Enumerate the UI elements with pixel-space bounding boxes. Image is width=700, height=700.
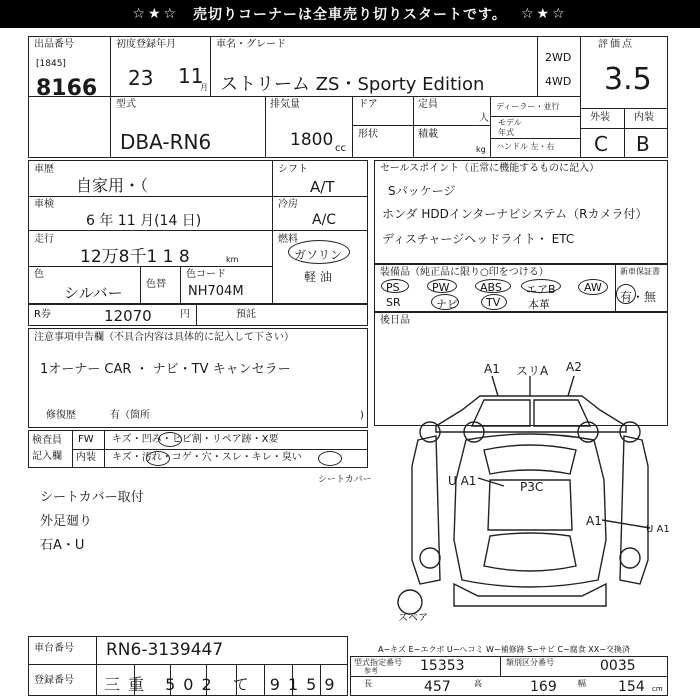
color-tone-label: 色替 <box>146 279 166 290</box>
recycle-row <box>28 304 368 326</box>
fw-row: キズ・凹み・ヒビ割・リペア跡・X要 <box>112 434 279 445</box>
load-unit: kg <box>476 145 486 154</box>
color-code-label: 色コード <box>186 269 226 280</box>
entry-label: 記入欄 <box>32 451 62 462</box>
chassis-value: RN6-3139447 <box>106 640 224 660</box>
notes-label: 注意事項申告欄（不具合内容は具体的に記入して下さい） <box>34 332 294 343</box>
notes-block <box>28 328 368 428</box>
capacity-unit: 人 <box>479 113 489 124</box>
inspection-value: 6 年 11 月(14 日) <box>86 213 202 229</box>
fuel-selected-circle <box>288 240 350 264</box>
diagram-mark-a2: A2 <box>566 360 582 374</box>
diagram-seatcover-note: シートカバー <box>318 475 372 485</box>
equip-leather: 本革 <box>528 298 550 311</box>
equip-sr: SR <box>386 296 401 309</box>
drive-4wd: 4WD <box>545 75 572 88</box>
sales-point-label: セールスポイント（正常に機能するものに記入） <box>380 163 600 174</box>
shape-label: 形状 <box>358 129 378 140</box>
dim-length-label: 長 <box>364 679 372 688</box>
dealer-label: ディーラー・並行 <box>496 102 560 111</box>
mileage-label: 走行 <box>34 234 54 245</box>
color-label: 色 <box>34 269 44 280</box>
first-reg-year: 23 <box>128 66 154 90</box>
equip-tv-circle <box>481 294 507 310</box>
ac-label: 冷房 <box>278 199 298 210</box>
lot-label: 出品番号 <box>34 39 74 50</box>
rear-items-label: 後日品 <box>380 315 410 326</box>
recycle-value: 12070 <box>104 307 152 325</box>
equip-abs-circle <box>475 279 511 293</box>
note-line-3: 石A・U <box>40 538 85 553</box>
door-label: ドア <box>358 99 378 110</box>
first-reg-label: 初度登録年月 <box>116 39 176 50</box>
shift-value: A/T <box>310 178 335 196</box>
sales-point-line-2: ホンダ HDDインターナビシステム（Rカメラ付） <box>382 207 648 221</box>
first-reg-month-unit: 月 <box>200 83 208 92</box>
header-banner <box>0 0 700 28</box>
designation-label: 型式指定番号 <box>354 658 402 667</box>
inspector-label: 検査員 <box>32 435 62 446</box>
displacement-label: 排気量 <box>270 99 300 110</box>
warranty-yes-circle <box>616 284 636 304</box>
color-value: シルバー <box>64 284 123 302</box>
interior-stain-circle <box>146 451 170 466</box>
interior-grade: B <box>636 132 650 156</box>
repair-value: 有（箇所 <box>110 410 150 421</box>
banner-stars-right: ☆★☆ <box>520 6 568 22</box>
handle-label: ハンドル 左・右 <box>496 142 555 151</box>
displacement-value: 1800 <box>290 130 334 150</box>
damage-legend: A−キズ E−エクボ U−ヘコミ W−補修跡 S−サビ C−腐食 XX−交換済 <box>378 645 630 654</box>
fuel-label: 燃料 <box>278 234 298 245</box>
mileage-unit: km <box>226 255 239 264</box>
fuel-gasoline: ガソリン <box>294 248 343 262</box>
equip-aw-circle <box>578 279 608 295</box>
repair-label: 修復歴 <box>46 410 76 421</box>
car-damage-diagram <box>392 370 668 620</box>
equip-abs: ABS <box>480 281 502 294</box>
capacity-label: 定員 <box>418 99 438 110</box>
registration-value: 三重 502 て 9159 <box>104 675 343 694</box>
car-label: 車名・グレード <box>216 39 286 50</box>
equip-pw: PW <box>432 281 450 294</box>
spare-label: スペア <box>398 613 428 624</box>
designation-sub: 参考 <box>364 667 378 675</box>
class-value: 0035 <box>600 658 636 674</box>
ac-value: A/C <box>312 212 337 228</box>
interior-head: 内装 <box>76 452 96 463</box>
diagram-mark-p3c: P3C <box>520 480 544 494</box>
model-year-label: モデル 年式 <box>498 118 522 137</box>
notes-value: 1オーナー CAR ・ ナビ・TV キャンセラー <box>40 362 291 377</box>
exterior-grade: C <box>594 132 608 156</box>
color-code: NH704M <box>188 284 244 299</box>
exterior-label: 外装 <box>590 112 610 123</box>
dim-height: 169 <box>530 679 557 695</box>
new-warranty-label: 新車保証書 <box>620 267 660 276</box>
dim-width-label: 幅 <box>578 679 586 688</box>
equipment-label: 装備品（純正品に限り○印をつける） <box>380 267 549 278</box>
diagram-mark-a1-right: A1 <box>586 514 602 528</box>
recycle-unit: 円 <box>180 309 190 320</box>
lot-number: 8166 <box>36 76 98 101</box>
sales-point-line-3: ディスチャージヘッドライト・ ETC <box>382 232 575 246</box>
equip-airbag-circle <box>521 279 561 293</box>
inspection-label: 車検 <box>34 199 54 210</box>
recycle-label: R券 <box>34 309 51 320</box>
equip-airbag: エアB <box>526 283 556 296</box>
equip-tv: TV <box>486 296 501 309</box>
shift-label: シフト <box>278 164 308 175</box>
diagram-mark-ua1-left: U A1 <box>448 474 477 488</box>
equip-aw: AW <box>584 281 602 294</box>
deposit-label: 預託 <box>236 309 256 320</box>
load-label: 積載 <box>418 129 438 140</box>
diagram-mark-a1-top: A1 <box>484 362 500 376</box>
diagram-mark-ua1-far: U A1 <box>646 524 670 535</box>
diagram-mark-sura: スリA <box>516 364 549 378</box>
equip-navi-circle <box>431 294 459 310</box>
registration-label: 登録番号 <box>34 675 74 686</box>
interior-row: キズ・汚れ・コゲ・穴・スレ・キレ・臭い <box>112 452 302 463</box>
dim-length: 457 <box>424 679 451 695</box>
fw-dent-circle <box>158 432 182 447</box>
banner-stars-left: ☆★☆ <box>132 6 180 22</box>
fw-head: FW <box>78 434 94 445</box>
new-warranty-opts: 有・無 <box>620 290 657 304</box>
sales-point-line-1: Sパッケージ <box>388 184 456 198</box>
score-value: 3.5 <box>604 62 652 97</box>
equip-ps: PS <box>386 281 400 294</box>
lot-bracket: [1845] <box>36 59 66 69</box>
first-reg-month: 11 <box>178 64 204 88</box>
class-label: 類別区分番号 <box>506 658 554 667</box>
equip-ps-circle <box>381 279 409 293</box>
mileage-value: 12万8千1 1 8 <box>80 247 190 267</box>
score-label: 評価点 <box>598 39 634 50</box>
note-line-2: 外足廻り <box>40 514 93 529</box>
model-label: 型式 <box>116 99 136 110</box>
usage-label: 車歴 <box>34 164 54 175</box>
dim-width: 154 <box>618 679 645 695</box>
equip-navi: ナビ <box>436 298 458 311</box>
model-value: DBA-RN6 <box>120 130 212 154</box>
interior-label: 内装 <box>634 112 654 123</box>
interior-smell-circle <box>318 451 342 466</box>
designation-value: 15353 <box>420 658 465 674</box>
usage-value: 自家用・（ <box>76 176 149 195</box>
equip-pw-circle <box>427 279 457 293</box>
dim-height-label: 高 <box>474 679 482 688</box>
fuel-diesel: 軽 油 <box>304 270 332 284</box>
chassis-label: 車台番号 <box>34 643 74 654</box>
car-name: ストリーム ZS・Sporty Edition <box>220 74 485 95</box>
displacement-unit: cc <box>335 143 346 154</box>
dim-unit: cm <box>652 685 663 693</box>
banner-text: 売切りコーナーは全車売り切りスタートです。 <box>193 7 507 23</box>
note-line-1: シートカバー取付 <box>40 490 144 505</box>
drive-2wd: 2WD <box>545 51 572 64</box>
